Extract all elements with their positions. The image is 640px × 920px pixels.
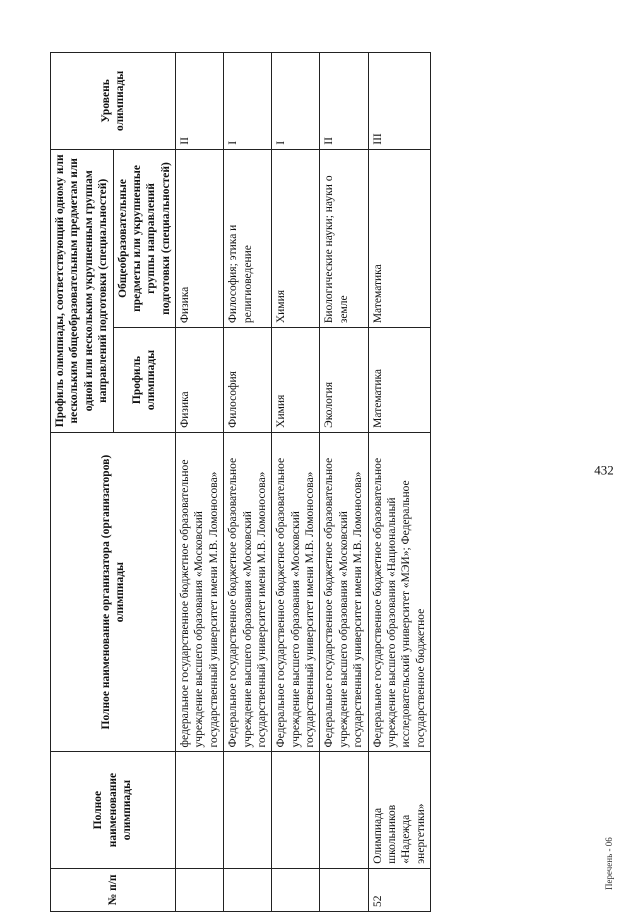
cell-profile: Философия	[224, 328, 272, 433]
cell-org: Федеральное государственное бюджетное образовательное учреждение высшего образования «Московский государственный университет имени М.В. Ломоносова»	[320, 432, 368, 752]
cell-org: Федеральное государственное бюджетное образовательное учреждение высшего образования «Московский государственный университет имени М.В. Ломоносова»	[224, 432, 272, 752]
cell-org: федеральное государственное бюджетное образовательное учреждение высшего образования «Московский государственный университет имени М.В. Ломоносова»	[176, 432, 224, 752]
cell-subject: Химия	[272, 149, 320, 327]
header-level: Уровень олимпиады	[51, 53, 176, 150]
cell-num	[176, 868, 224, 911]
cell-level: I	[224, 53, 272, 150]
cell-name	[176, 752, 224, 868]
cell-level: III	[368, 53, 431, 150]
cell-org: Федеральное государственное бюджетное образовательное учреждение высшего образования «Московский государственный университет имени М.В. Ломоносова»	[272, 432, 320, 752]
table-row	[224, 53, 272, 912]
header-profile-group: Профиль олимпиады, соответствующий одному или нескольким общеобразовательным предметам или одной или нескольким укрупненным группам направлений подготовки (специальностей)	[51, 149, 114, 432]
cell-subject: Математика	[368, 149, 431, 327]
header-subject: Общеобразовательные предметы или укрупненные группы направлений подготовки (специальностей)	[113, 149, 176, 327]
table-row	[320, 53, 368, 912]
cell-profile: Физика	[176, 328, 224, 433]
cell-level: II	[176, 53, 224, 150]
table-row	[272, 53, 320, 912]
cell-subject: Философия; этика и религиоведение	[224, 149, 272, 327]
olympiad-table	[50, 52, 431, 912]
cell-profile: Химия	[272, 328, 320, 433]
cell-org: Федеральное государственное бюджетное образовательное учреждение высшего образования «Национальный исследовательский университет «МЭИ»; Федеральное государственное бюджетное	[368, 432, 431, 752]
header-org: Полное наименование организатора (организаторов) олимпиады	[51, 432, 176, 752]
cell-profile: Математика	[368, 328, 431, 433]
header-num: № п/п	[51, 868, 176, 911]
page-number: 432	[594, 462, 614, 478]
header-row-1	[51, 53, 114, 912]
cell-num	[224, 868, 272, 911]
cell-num	[320, 868, 368, 911]
cell-name	[272, 752, 320, 868]
table-row	[176, 53, 224, 912]
cell-profile: Экология	[320, 328, 368, 433]
cell-subject: Биологические науки; науки о земле	[320, 149, 368, 327]
cell-name	[224, 752, 272, 868]
header-profile: Профиль олимпиады	[113, 328, 176, 433]
cell-num: 52	[368, 868, 431, 911]
footer-note: Перечень - 06	[604, 837, 614, 890]
cell-name	[320, 752, 368, 868]
cell-subject: Физика	[176, 149, 224, 327]
cell-num	[272, 868, 320, 911]
cell-level: I	[272, 53, 320, 150]
table-row	[368, 53, 431, 912]
header-name: Полное наименование олимпиады	[51, 752, 176, 868]
cell-name: Олимпиада школьников «Надежда энергетики»	[368, 752, 431, 868]
cell-level: II	[320, 53, 368, 150]
